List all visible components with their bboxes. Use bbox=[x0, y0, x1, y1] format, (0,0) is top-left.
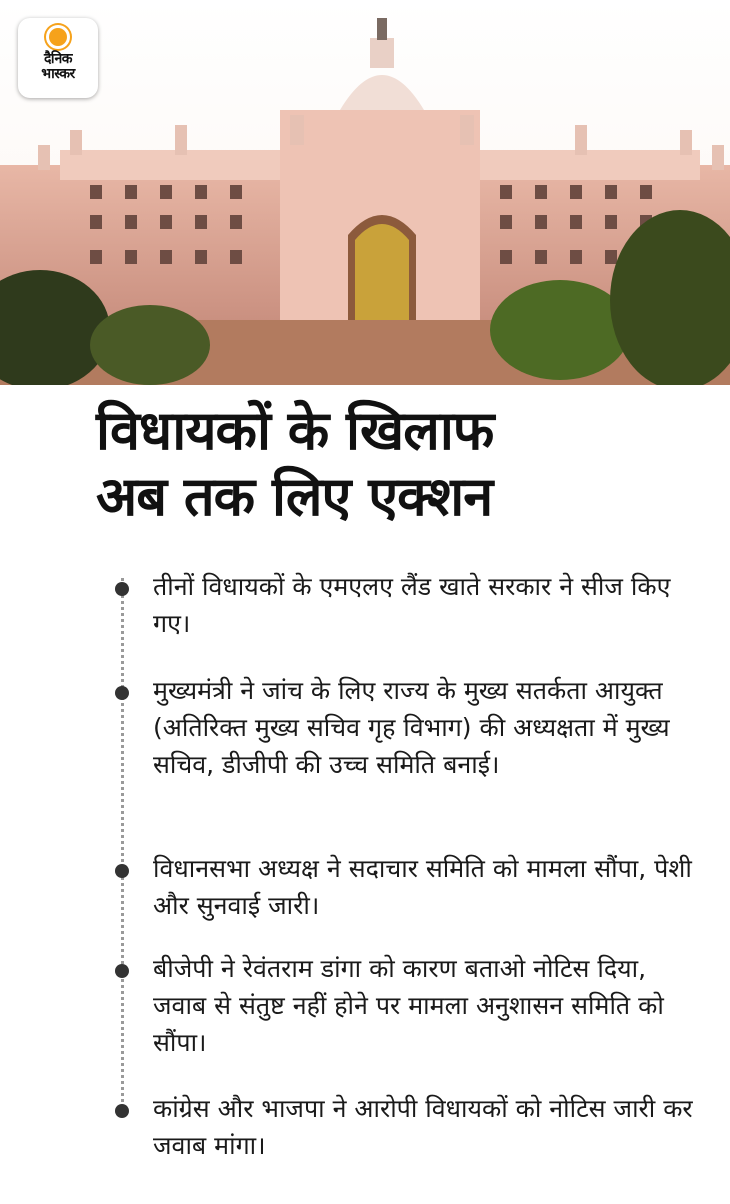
bullet-dot bbox=[115, 964, 129, 978]
headline bbox=[96, 398, 696, 530]
action-text: मुख्यमंत्री ने जांच के लिए राज्य के मुख्य सतर्कता आयुक्त (अतिरिक्त मुख्य सचिव गृह विभाग) की अध्यक्षता में मुख्य सचिव, डीजीपी की उच्च समिति बनाई। bbox=[153, 676, 670, 779]
headline-line-1: विधायकों के खिलाफ bbox=[96, 399, 494, 462]
dainik-bhaskar-logo: दैनिक भास्कर bbox=[18, 18, 98, 98]
headline-line-2: अब तक लिए एक्शन bbox=[96, 465, 493, 528]
timeline-dotted-line bbox=[121, 578, 124, 1108]
action-text: विधानसभा अध्यक्ष ने सदाचार समिति को मामला सौंपा, पेशी और सुनवाई जारी। bbox=[153, 854, 692, 920]
action-text: बीजेपी ने रेवंतराम डांगा को कारण बताओ नोटिस दिया, जवाब से संतुष्ट नहीं होने पर मामला अनुशासन समिति को सौंपा। bbox=[153, 954, 664, 1057]
sun-icon bbox=[49, 28, 67, 46]
assembly-building-photo bbox=[0, 0, 730, 385]
bullet-dot bbox=[115, 686, 129, 700]
bullet-dot bbox=[115, 582, 129, 596]
action-text: कांग्रेस और भाजपा ने आरोपी विधायकों को नोटिस जारी कर जवाब मांगा। bbox=[153, 1094, 693, 1160]
action-text: तीनों विधायकों के एमएलए लैंड खाते सरकार ने सीज किए गए। bbox=[153, 572, 671, 638]
bullet-dot bbox=[115, 1104, 129, 1118]
bullet-dot bbox=[115, 864, 129, 878]
